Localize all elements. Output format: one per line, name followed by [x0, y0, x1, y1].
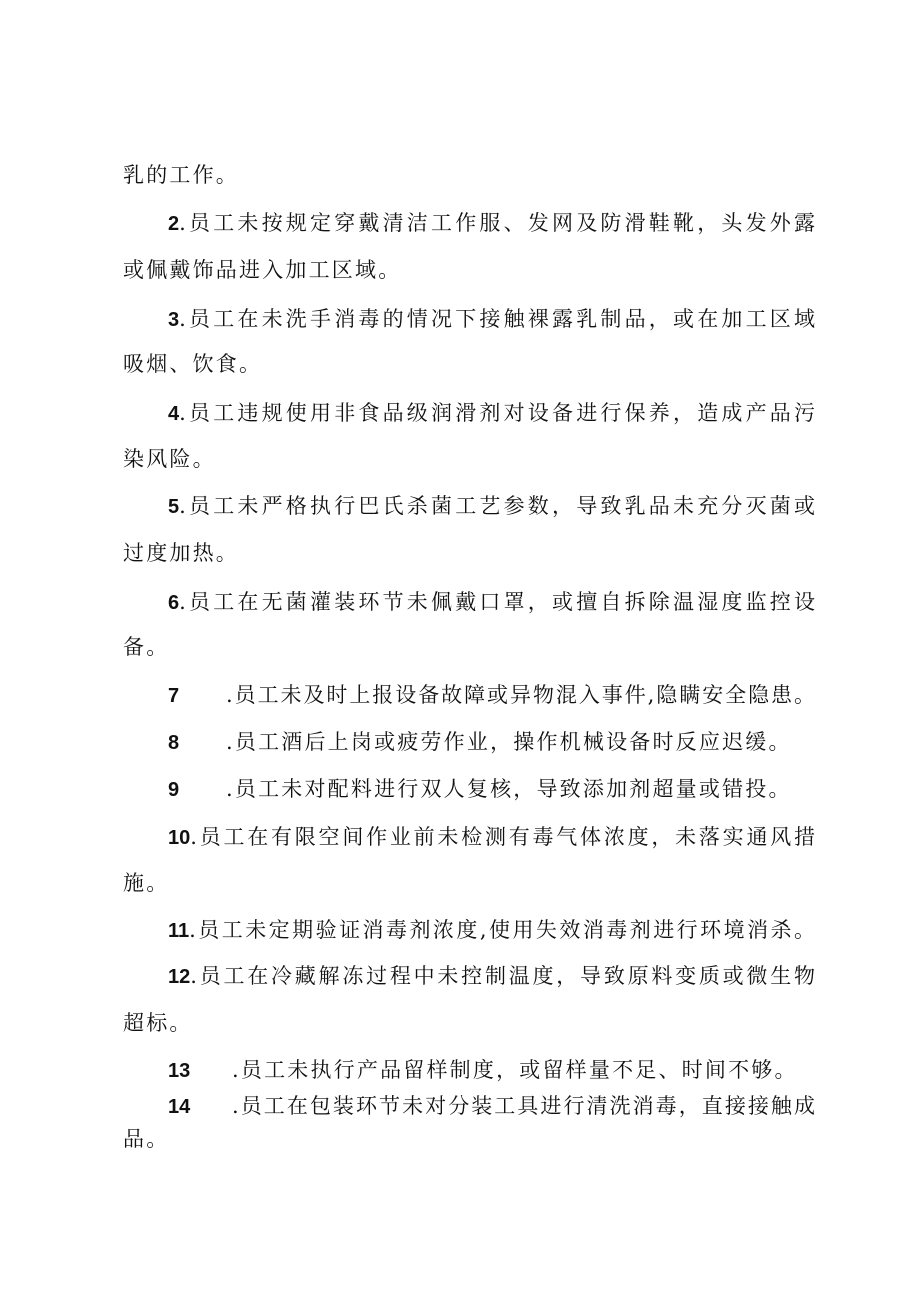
list-item-10: 10.员工在有限空间作业前未检测有毒气体浓度，未落实通风措: [168, 825, 815, 849]
text-line: 吸烟、饮食。: [123, 352, 263, 376]
text-line: 染风险。: [123, 447, 216, 471]
text-line: 或佩戴饰品进入加工区域。: [123, 258, 402, 282]
list-item-12: 12.员工在冷藏解冻过程中未控制温度，导致原料变质或微生物: [168, 964, 815, 988]
text-line: 超标。: [123, 1011, 193, 1035]
text-line: 品。: [123, 1127, 170, 1151]
list-item-11: 11.员工未定期验证消毒剂浓度,使用失效消毒剂进行环境消杀。: [168, 918, 815, 942]
list-item-7: 7 .员工未及时上报设备故障或异物混入事件,隐瞒安全隐患。: [168, 683, 815, 707]
text-line: 施。: [123, 871, 170, 895]
list-item-3: 3.员工在未洗手消毒的情况下接触裸露乳制品，或在加工区域: [168, 307, 815, 331]
list-item-4: 4.员工违规使用非食品级润滑剂对设备进行保养，造成产品污: [168, 401, 815, 425]
text-line: 备。: [123, 635, 170, 659]
text-line: 过度加热。: [123, 541, 239, 565]
list-item-6: 6.员工在无菌灌装环节未佩戴口罩，或擅自拆除温湿度监控设: [168, 590, 815, 614]
list-item-8: 8 .员工酒后上岗或疲劳作业，操作机械设备时反应迟缓。: [168, 730, 792, 754]
list-item-9: 9 .员工未对配料进行双人复核，导致添加剂超量或错投。: [168, 777, 792, 801]
list-item-14: 14 .员工在包装环节未对分装工具进行清洗消毒，直接接触成: [168, 1094, 815, 1118]
list-item-2: 2.员工未按规定穿戴清洁工作服、发网及防滑鞋靴，头发外露: [168, 211, 815, 235]
text-line: 乳的工作。: [123, 163, 239, 187]
list-item-13: 13 .员工未执行产品留样制度，或留样量不足、时间不够。: [168, 1058, 798, 1082]
list-item-5: 5.员工未严格执行巴氏杀菌工艺参数，导致乳品未充分灭菌或: [168, 494, 815, 518]
